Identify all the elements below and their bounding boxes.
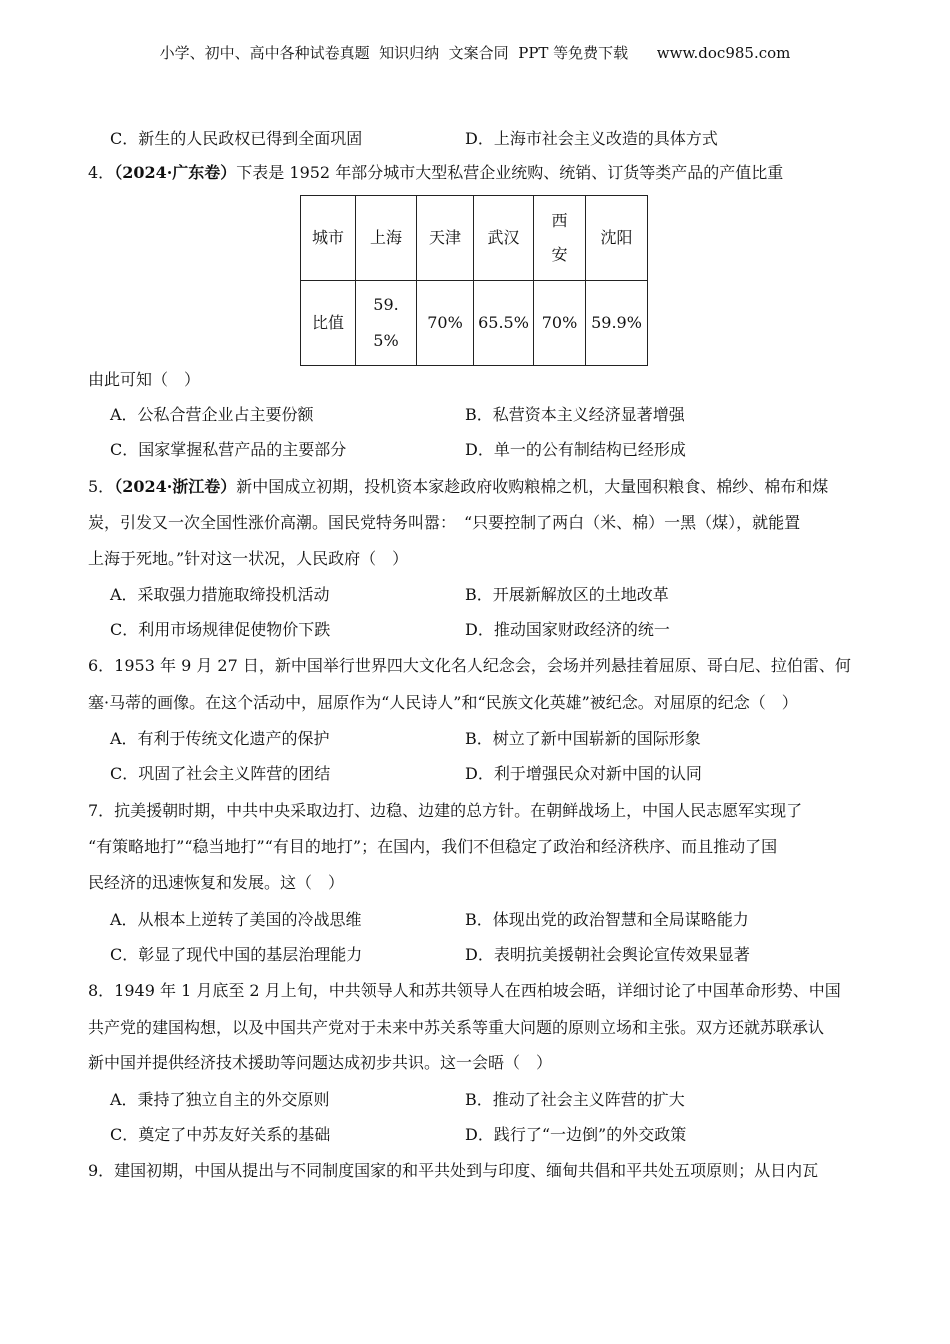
question-text: 共产党的建国构想，以及中国共产党对于未来中苏关系等重大问题的原则立场和主张。双方还就苏联承认 — [88, 1018, 825, 1037]
option-c: C．奠定了中苏友好关系的基础 — [110, 1125, 331, 1144]
option-d: D．利于增强民众对新中国的认同 — [465, 764, 702, 783]
option-d: D．单一的公有制结构已经形成 — [465, 440, 686, 459]
question-9: 9．建国初期，中国从提出与不同制度国家的和平共处到与印度、缅甸共倡和平共处五项原则；从日内瓦 — [88, 1161, 819, 1180]
table-row — [301, 281, 648, 366]
option-d: D．表明抗美援朝社会舆论宣传效果显著 — [465, 945, 750, 964]
option-d: D．上海市社会主义改造的具体方式 — [465, 129, 718, 148]
page-header — [0, 42, 950, 63]
table-cell: 70% — [417, 281, 474, 366]
option-b: B．推动了社会主义阵营的扩大 — [465, 1090, 685, 1109]
header-text: 小学、初中、高中各种试卷真题 知识归纳 文案合同 PPT 等免费下载 — [159, 44, 629, 62]
option-d: D．践行了“一边倒”的外交政策 — [465, 1125, 687, 1144]
option-a: A．公私合营企业占主要份额 — [110, 405, 314, 424]
question-text: 塞·马蒂的画像。在这个活动中，屈原作为“人民诗人”和“民族文化英雄”被纪念。对屈原的纪念（ ） — [88, 693, 798, 712]
table-cell: 天津 — [417, 196, 474, 281]
question-5: 5．（2024·浙江卷）新中国成立初期，投机资本家趁政府收购粮棉之机，大量囤积粮食、棉纱、棉布和煤 — [88, 477, 829, 496]
question-text: 民经济的迅速恢复和发展。这（ ） — [88, 873, 345, 892]
option-a: A．秉持了独立自主的外交原则 — [110, 1090, 330, 1109]
data-table — [300, 195, 648, 366]
table-cell: 65.5% — [474, 281, 534, 366]
table-cell: 沈阳 — [586, 196, 648, 281]
question-8: 8．1949 年 1 月底至 2 月上旬，中共领导人和苏共领导人在西柏坡会晤，详细讨论了中国革命形势、中国 — [88, 981, 841, 1000]
option-b: B．开展新解放区的土地改革 — [465, 585, 669, 604]
question-text: 由此可知（ ） — [88, 370, 201, 389]
table-row — [301, 196, 648, 281]
table-cell: 武汉 — [474, 196, 534, 281]
option-c: C．国家掌握私营产品的主要部分 — [110, 440, 347, 459]
option-c: C．巩固了社会主义阵营的团结 — [110, 764, 331, 783]
option-a: A．采取强力措施取缔投机活动 — [110, 585, 330, 604]
option-b: B．体现出党的政治智慧和全局谋略能力 — [465, 910, 749, 929]
question-text: “有策略地打”“稳当地打”“有目的地打”；在国内，我们不但稳定了政治和经济秩序、而且推动了国 — [88, 837, 778, 856]
question-text: 上海于死地。”针对这一状况，人民政府（ ） — [88, 549, 409, 568]
table-cell: 城市 — [301, 196, 356, 281]
option-b: B．私营资本主义经济显著增强 — [465, 405, 685, 424]
option-c: C．新生的人民政权已得到全面巩固 — [110, 129, 363, 148]
option-c: C．彰显了现代中国的基层治理能力 — [110, 945, 363, 964]
option-a: A．有利于传统文化遗产的保护 — [110, 729, 330, 748]
option-d: D．推动国家财政经济的统一 — [465, 620, 670, 639]
question-4: 4．（2024·广东卷）下表是 1952 年部分城市大型私营企业统购、统销、订货等类产品的产值比重 — [88, 163, 784, 182]
table-cell: 59.5% — [356, 281, 417, 366]
table-cell: 比值 — [301, 281, 356, 366]
question-6: 6．1953 年 9 月 27 日，新中国举行世界四大文化名人纪念会，会场并列悬挂着屈原、哥白尼、拉伯雷、何 — [88, 656, 851, 675]
table-cell: 西安 — [534, 196, 586, 281]
header-link[interactable]: www.doc985.com — [656, 44, 791, 62]
option-b: B．树立了新中国崭新的国际形象 — [465, 729, 701, 748]
question-text: 新中国并提供经济技术援助等问题达成初步共识。这一会晤（ ） — [88, 1053, 553, 1072]
question-7: 7．抗美援朝时期，中共中央采取边打、边稳、边建的总方针。在朝鲜战场上，中国人民志愿军实现了 — [88, 801, 803, 820]
table-cell: 上海 — [356, 196, 417, 281]
table-cell: 70% — [534, 281, 586, 366]
option-c: C．利用市场规律促使物价下跌 — [110, 620, 331, 639]
question-text: 炭，引发又一次全国性涨价高潮。国民党特务叫嚣： “只要控制了两白（米、棉）一黑（煤），就能置 — [88, 513, 801, 532]
option-a: A．从根本上逆转了美国的冷战思维 — [110, 910, 362, 929]
table-cell: 59.9% — [586, 281, 648, 366]
